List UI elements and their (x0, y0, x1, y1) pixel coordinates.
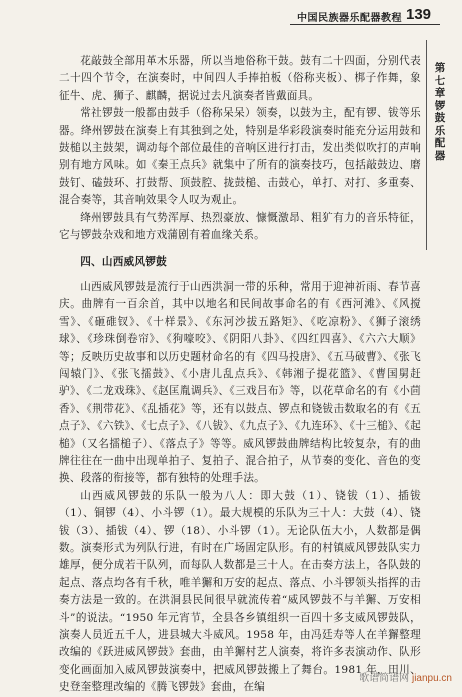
chapter-side-tab (430, 62, 450, 162)
section-heading: 四、山西威风锣鼓 (80, 256, 167, 269)
topic-char: 鼓 (434, 112, 446, 124)
chapter-char: 七 (434, 74, 446, 87)
page-number: 139 (406, 6, 432, 23)
topic-char: 配 (434, 137, 446, 149)
paragraph: 花敲鼓全部用革木乐器，所以当地俗称干鼓。鼓有二十四面，分别代表二十四个节令，在演奏时，中间四人手捧拍板（俗称夹板）、梆子作舞，象征牛、虎、狮子、麒麟，据说过去凡演奏者皆戴面具。 (59, 55, 421, 102)
page-body (59, 53, 421, 697)
watermark (359, 669, 452, 684)
book-title: 中国民族器乐配器教程 (297, 13, 402, 24)
paragraph: 绛州锣鼓具有气势浑厚、热烈豪放、慷慨激昂、粗犷有力的音乐特征，它与锣鼓杂戏和地方戏蒲剧有着血缘关系。 (59, 211, 421, 242)
side-divider (426, 40, 427, 250)
watermark-site-name: 歌谱简谱网 (359, 673, 410, 684)
topic-char: 乐 (434, 124, 446, 137)
topic-char: 锣 (434, 99, 446, 112)
topic-char: 器 (434, 149, 446, 162)
chapter-char: 第 (434, 62, 446, 74)
paragraph: 山西威风锣鼓是流行于山西洪洞一带的乐种，常用于迎神祈雨、春节喜庆。曲牌有一百余首，其中以地名和民间故事命名的有《西河滩》、《风搅雪》、《砸碓钗》、《十样景》、《东河沙拔五路矩》、《吃凉粉》、《狮子滚绣球》、《珍珠倒卷帘》、《狗嚎咬》、《阴阳八卦》、《四红四喜》、《六六大顺》等；反映历史故事和以历史题材命名的有《四马投唐》、《五马破曹》、《张飞闯辕门》、《张飞擂鼓》、《小唐儿乱点兵》、《韩湘子提花篮》、《曹国舅赶驴》、《二龙戏珠》、《赵匡胤调兵》、《三戏吕布》等，以花草命名的有《小茴香》、《荆带花》、《乱插花》等，还有以鼓点、锣点和铙钹击数取名的有《五点子》、《六铁》、《七点子》、《八钹》、《九点子》、《九连环》、《十三槌》、《起槌》（又名擂槌子）、《落点子》等等。威风锣鼓曲牌结构比较复杂，有的曲牌往往在一曲中出现单拍子、复拍子、混合拍子，从节奏的变化、音色的变换、段落的衔接等，都有独特的处理手法。 (59, 280, 421, 485)
watermark-url: jianpu.cn (411, 673, 452, 684)
paragraph: 常社锣鼓一般都由鼓手（俗称呆呆）领奏，以鼓为主，配有锣、钹等乐器。绛州锣鼓在演奏上有其独到之处，特别是华彩段演奏时能充分运用鼓和鼓槌以主鼓架，调动每个部位最佳的音响区进行打击，发出类似吹打的声响别有地方风味。如《秦王点兵》就集中了所有的演奏技巧，包括敲鼓边、磨鼓钉、磕鼓环、打鼓帮、顶鼓腔、拢鼓槌、击鼓心，单打、对打、多重奏、混合奏等，其音响效果令人叹为观止。 (59, 107, 421, 207)
chapter-char: 章 (434, 87, 446, 99)
page-header (0, 0, 462, 32)
header-rule (290, 24, 440, 25)
paragraph: 山西威风锣鼓的乐队一般为八人：即大鼓（1）、铙钹（1）、插钹（1）、铜锣（4）、小斗锣（1）。最大规模的乐队为三十人：大鼓（4）、铙钹（3）、插钹（4）、锣（18）、小斗锣（1）。无论队伍大小，人数都是偶数。演奏形式为列队行进，有时在广场固定队形。有的村镇威风锣鼓队实力雄厚，便分成若干队列，而每队人数都是三十人。在击奏方法上，各队鼓的起点、落点均各有千秋，唯羊獬和万安的起点、落点、小斗锣领头指挥的击奏方法是一致的。在洪洞县民间很早就流传着“威风锣鼓不与羊獬、万安相斗”的说法。“1950 年元宵节，全县各乡镇组织一百四十多支威风锣鼓队，演奏人员近五千人，进县城大斗威风。1958 年，由冯廷寿等人在羊獬整理改编的《跃进威风锣鼓》套曲，由羊獬村艺人演奏，将许多表演动作、队形变化画面加入威风锣鼓演奏中，把威风锣鼓搬上了舞台。1981 年，田川、史登奎整理改编的《腾飞锣鼓》套曲，在编 (59, 489, 421, 694)
